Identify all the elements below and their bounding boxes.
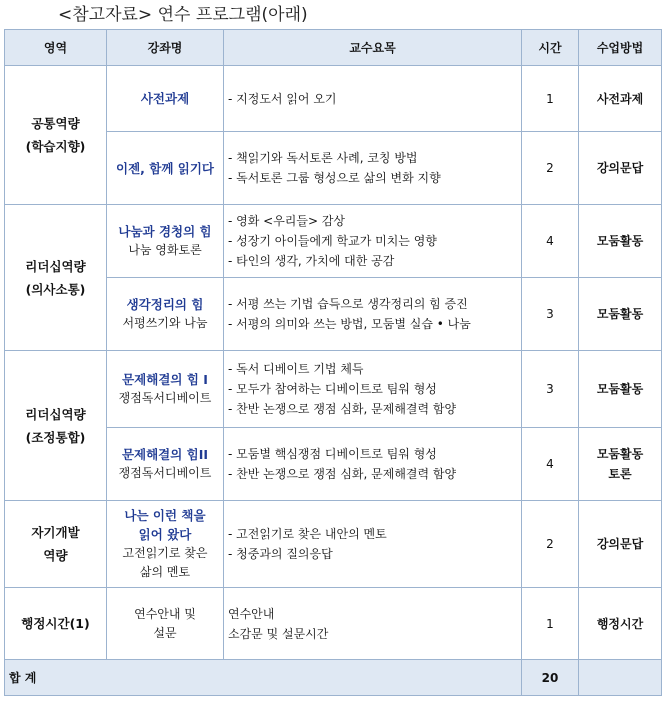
summary-line: - 고전읽기로 찾은 내안의 멘토	[228, 527, 387, 541]
course-subtitle: 고전읽기로 찾은	[122, 546, 208, 560]
header-row	[5, 30, 662, 66]
area-label: 리더십역량	[25, 406, 86, 422]
method-label: 토론	[608, 467, 632, 481]
total-row	[5, 660, 662, 696]
summary-line: - 모둠별 핵심쟁점 디베이트로 팀워 형성	[228, 447, 437, 461]
hours-cell: 1	[522, 66, 579, 132]
area-label: 리더십역량	[25, 258, 86, 274]
summary-line: - 찬반 논쟁으로 쟁점 심화, 문제해결력 함양	[228, 467, 457, 481]
course-subtitle: 설문	[153, 625, 177, 640]
method-cell	[579, 132, 662, 205]
course-title: 문제해결의 힘II	[121, 447, 209, 462]
area-label: 공통역량	[31, 116, 80, 131]
hours-cell: 3	[522, 351, 579, 428]
area-label: 자기개발	[31, 525, 80, 540]
header-method: 수업방법	[579, 30, 662, 66]
course-cell	[107, 428, 224, 501]
summary-line: 소감문 및 설문시간	[228, 626, 329, 641]
method-cell	[579, 428, 662, 501]
summary-cell	[224, 205, 522, 278]
table-row	[5, 501, 662, 588]
method-label: 사전과제	[596, 91, 644, 106]
program-table-body	[5, 66, 662, 660]
area-label: (의사소통)	[25, 281, 86, 297]
area-label: 행정시간(1)	[21, 616, 90, 631]
method-label: 모둠활동	[596, 382, 644, 396]
summary-cell	[224, 278, 522, 351]
course-subtitle: 연수안내 및	[134, 606, 196, 621]
summary-line: - 책읽기와 독서토론 사례, 코칭 방법	[228, 151, 418, 165]
course-cell	[107, 132, 224, 205]
area-cell	[5, 588, 107, 660]
hours-cell: 3	[522, 278, 579, 351]
summary-line: - 서평 쓰는 기법 습득으로 생각정리의 힘 증진	[228, 297, 468, 311]
course-title: 나눔과 경청의 힘	[118, 224, 212, 239]
course-subtitle: 삶의 멘토	[139, 565, 191, 579]
course-subtitle: 쟁점독서디베이트	[118, 391, 212, 405]
area-label: (조정통합)	[25, 429, 86, 445]
course-title: 문제해결의 힘 I	[122, 372, 208, 387]
method-label: 모둠활동	[596, 307, 644, 321]
course-title: 나는 이런 책을	[124, 508, 206, 523]
summary-line: - 서평의 의미와 쓰는 방법, 모둠별 실습 • 나눔	[228, 317, 471, 331]
summary-line: - 청중과의 질의응답	[228, 547, 333, 561]
hours-cell: 4	[522, 428, 579, 501]
summary-line: - 영화 <우리들> 감상	[228, 214, 346, 228]
summary-cell	[224, 588, 522, 660]
course-subtitle: 쟁점독서디베이트	[118, 466, 212, 480]
summary-line: - 타인의 생각, 가치에 대한 공감	[228, 254, 395, 268]
course-title: 사전과제	[140, 91, 190, 106]
summary-line: - 지정도서 읽어 오기	[228, 91, 337, 106]
method-cell	[579, 278, 662, 351]
header-area: 영역	[5, 30, 107, 66]
method-cell	[579, 501, 662, 588]
summary-line: - 독서토론 그룹 형성으로 삶의 변화 지향	[228, 171, 441, 185]
course-cell	[107, 351, 224, 428]
area-cell	[5, 205, 107, 351]
summary-line: - 독서 디베이트 기법 체득	[228, 362, 364, 376]
table-caption: <참고자료> 연수 프로그램(아래)	[58, 5, 308, 25]
hours-cell: 2	[522, 501, 579, 588]
method-label: 모둠활동	[596, 234, 644, 248]
course-cell	[107, 278, 224, 351]
hours-cell: 1	[522, 588, 579, 660]
area-cell	[5, 501, 107, 588]
area-label: (학습지향)	[25, 139, 86, 154]
summary-cell	[224, 132, 522, 205]
table-row	[5, 66, 662, 132]
method-cell	[579, 588, 662, 660]
hours-cell: 4	[522, 205, 579, 278]
course-cell	[107, 501, 224, 588]
course-cell	[107, 205, 224, 278]
method-label: 행정시간	[596, 616, 644, 631]
method-label: 강의문답	[596, 161, 644, 175]
course-cell	[107, 66, 224, 132]
summary-cell	[224, 351, 522, 428]
total-hours: 20	[522, 660, 579, 696]
summary-cell	[224, 428, 522, 501]
summary-line: - 성장기 아이들에게 학교가 미치는 영향	[228, 234, 437, 248]
summary-cell	[224, 66, 522, 132]
total-label: 합 계	[5, 660, 522, 696]
course-subtitle: 서평쓰기와 나눔	[122, 316, 208, 330]
header-summary: 교수요목	[224, 30, 522, 66]
hours-cell: 2	[522, 132, 579, 205]
area-label: 역량	[43, 548, 68, 563]
header-course: 강좌명	[107, 30, 224, 66]
area-cell	[5, 66, 107, 205]
area-cell	[5, 351, 107, 501]
method-cell	[579, 66, 662, 132]
method-cell	[579, 351, 662, 428]
summary-line: 연수안내	[228, 606, 275, 621]
summary-line: - 모두가 참여하는 디베이트로 팀워 형성	[228, 382, 437, 396]
summary-cell	[224, 501, 522, 588]
course-title: 이젠, 함께 읽기다	[116, 160, 214, 176]
table-row	[5, 588, 662, 660]
course-title: 생각정리의 힘	[126, 297, 204, 312]
course-cell	[107, 588, 224, 660]
course-subtitle: 나눔 영화토론	[128, 243, 202, 257]
total-empty-cell	[579, 660, 662, 696]
table-row	[5, 205, 662, 278]
header-hours: 시간	[522, 30, 579, 66]
method-label: 모둠활동	[596, 447, 644, 461]
table-row	[5, 351, 662, 428]
method-label: 강의문답	[596, 537, 644, 551]
method-cell	[579, 205, 662, 278]
summary-line: - 찬반 논쟁으로 쟁점 심화, 문제해결력 함양	[228, 402, 457, 416]
course-title: 읽어 왔다	[138, 527, 192, 542]
program-table	[4, 29, 662, 696]
